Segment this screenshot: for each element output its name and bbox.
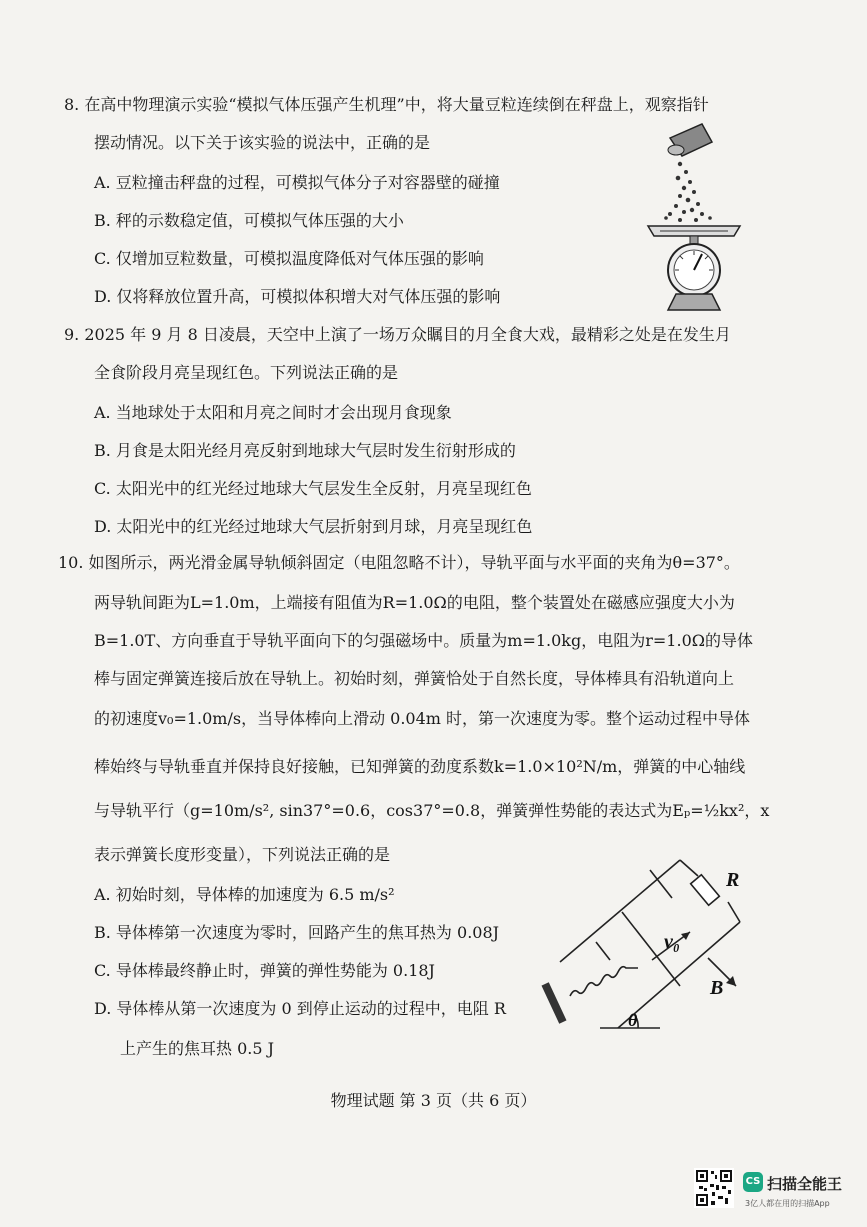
q8-option-a: A. 豆粒撞击秤盘的过程，可模拟气体分子对容器壁的碰撞: [94, 173, 500, 192]
q10-line4: 棒与固定弹簧连接后放在导轨上。初始时刻，弹簧恰处于自然长度，导体棒具有沿轨道向上: [94, 669, 735, 688]
q10-line6: 棒始终与导轨垂直并保持良好接触，已知弹簧的劲度系数k=1.0×10²N/m，弹簧的中心轴线: [94, 757, 746, 776]
scanner-subtitle: 3亿人都在用的扫描App: [745, 1199, 830, 1208]
q10-option-d: D. 导体棒从第一次速度为 0 到停止运动的过程中，电阻 R: [94, 999, 506, 1018]
label-r: R: [726, 869, 740, 891]
page-footer: 物理试题 第 3 页（共 6 页）: [330, 1091, 537, 1110]
q8-option-c: C. 仅增加豆粒数量，可模拟温度降低对气体压强的影响: [94, 249, 484, 268]
q9-line2: 全食阶段月亮呈现红色。下列说法正确的是: [94, 363, 399, 382]
q9-line1: 9. 2025 年 9 月 8 日凌晨，天空中上演了一场万众瞩目的月全食大戏，最精彩之处是在发生月: [64, 325, 731, 344]
wall-icon: [541, 982, 566, 1023]
q10-line3: B=1.0T、方向垂直于导轨平面向下的匀强磁场中。质量为m=1.0kg，电阻为r=1.0Ω的导体: [94, 631, 754, 650]
qr-code-icon: [694, 1168, 734, 1208]
label-theta: θ: [628, 1010, 638, 1030]
spring-icon: [570, 967, 638, 996]
resistor-icon: [691, 875, 720, 905]
q10-line1: 10. 如图所示，两光滑金属导轨倾斜固定（电阻忽略不计），导轨平面与水平面的夹角为θ=37°。: [58, 553, 740, 572]
q10-line2: 两导轨间距为L=1.0m，上端接有阻值为R=1.0Ω的电阻，整个装置处在磁感应强度大小为: [94, 593, 735, 612]
q9-option-c: C. 太阳光中的红光经过地球大气层发生全反射，月亮呈现红色: [94, 479, 532, 498]
q10-option-c: C. 导体棒最终静止时，弹簧的弹性势能为 0.18J: [94, 961, 435, 980]
q10-option-b: B. 导体棒第一次速度为零时，回路产生的焦耳热为 0.08J: [94, 923, 500, 942]
q9-option-b: B. 月食是太阳光经月亮反射到地球大气层时发生衍射形成的: [94, 441, 516, 460]
scanner-title: 扫描全能王: [767, 1175, 843, 1193]
q8-line2: 摆动情况。以下关于该实验的说法中，正确的是: [94, 133, 431, 152]
q10-option-a: A. 初始时刻，导体棒的加速度为 6.5 m/s²: [94, 885, 395, 904]
q8-option-b: B. 秤的示数稳定值，可模拟气体压强的大小: [94, 211, 404, 230]
label-b: B: [710, 977, 724, 999]
scanner-badge: [743, 1170, 863, 1214]
q8-option-d: D. 仅将释放位置升高，可模拟体积增大对气体压强的影响: [94, 287, 501, 306]
q9-option-a: A. 当地球处于太阳和月亮之间时才会出现月食现象: [94, 403, 452, 422]
q10-option-d-cont: 上产生的焦耳热 0.5 J: [120, 1039, 275, 1058]
label-v0: v₀: [664, 931, 680, 953]
q9-option-d: D. 太阳光中的红光经过地球大气层折射到月球，月亮呈现红色: [94, 517, 533, 536]
rails-figure: [540, 850, 760, 1035]
q10-line8: 表示弹簧长度形变量），下列说法正确的是: [94, 845, 391, 864]
pouring-cup-icon: [668, 124, 712, 156]
q8-line1: 8. 在高中物理演示实验“模拟气体压强产生机理”中，将大量豆粒连续倒在秤盘上，观察指针: [64, 95, 709, 114]
q10-line5: 的初速度v₀=1.0m/s，当导体棒向上滑动 0.04m 时，第一次速度为零。整个运动过程中导体: [94, 709, 751, 728]
beans-icon: [664, 162, 712, 222]
scale-figure: [640, 120, 750, 315]
camscanner-icon: CS: [743, 1172, 763, 1192]
q10-line7: 与导轨平行（g=10m/s², sin37°=0.6，cos37°=0.8，弹簧弹性势能的表达式为Eₚ=½kx²，x: [94, 801, 770, 820]
upper-rail: [560, 860, 680, 962]
